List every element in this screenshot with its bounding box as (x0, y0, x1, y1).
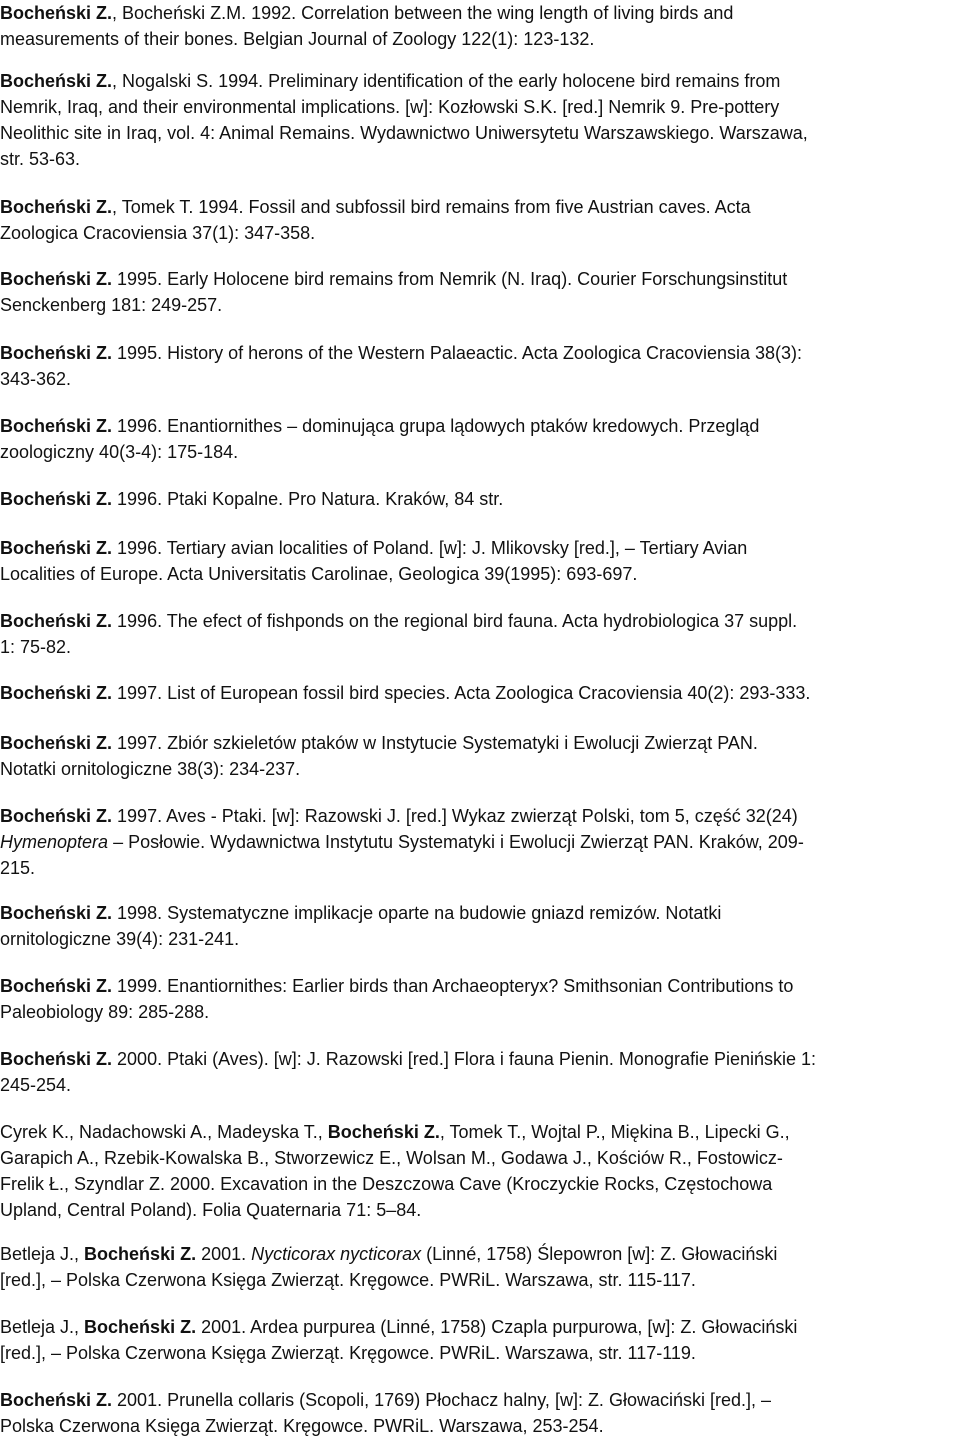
reference-text: 2000. Ptaki (Aves). [w]: J. Razowski [red.] Flora i fauna Pienin. Monografie Pienińskie 1: 245-254. (0, 1049, 817, 1095)
reference-text: 2001. Prunella collaris (Scopoli, 1769) Płochacz halny, [w]: Z. Głowaciński [red.], – Polska Czerwona Księga Zwierząt. Kręgowce. PWRiL. Warszawa, 253-254. (0, 1390, 771, 1436)
reference-text: , Nogalski S. 1994. Preliminary identification of the early holocene bird remains from Nemrik, Iraq, and their environmental implications. [w]: Kozłowski S.K. [red.] Nemrik 9. Pre-pottery Neolithic site in Iraq, vol. 4: Animal Remains. Wydawnictwo Uniwersytetu Warszawskiego. Warszawa, str. 53-63. (0, 71, 808, 169)
reference-text: 1996. Tertiary avian localities of Poland. [w]: J. Mlikovsky [red.], – Tertiary Avian Localities of Europe. Acta Universitatis Carolinae, Geologica 39(1995): 693-697. (0, 538, 748, 584)
author-name: Bocheński Z. (0, 489, 113, 509)
reference-entry (0, 266, 954, 318)
reference-entry (0, 194, 954, 246)
author-name: Bocheński Z. (84, 1317, 197, 1337)
reference-entry (0, 973, 954, 1025)
reference-entry (0, 608, 954, 660)
reference-text: – Posłowie. Wydawnictwa Instytutu Systematyki i Ewolucji Zwierząt PAN. Kraków, 209- 215. (0, 832, 804, 878)
reference-text: 1997. Aves - Ptaki. [w]: Razowski J. [red.] Wykaz zwierząt Polski, tom 5, część 32(24) (117, 806, 798, 826)
author-name: Bocheński Z. (0, 611, 113, 631)
author-name: Bocheński Z. (0, 269, 113, 289)
reference-entry (0, 486, 954, 512)
reference-entry (0, 730, 954, 782)
author-name: Bocheński Z. (0, 1390, 113, 1410)
author-name: Bocheński Z. (0, 683, 113, 703)
reference-text: 1999. Enantiornithes: Earlier birds than Archaeopteryx? Smithsonian Contributions to Paleobiology 89: 285-288. (0, 976, 794, 1022)
reference-text: 1996. Enantiornithes – dominująca grupa lądowych ptaków kredowych. Przegląd zoologiczny 40(3-4): 175-184. (0, 416, 760, 462)
reference-entry (0, 0, 954, 52)
reference-entry (0, 1314, 954, 1366)
reference-text: 1998. Systematyczne implikacje oparte na budowie gniazd remizów. Notatki ornitologiczne 39(4): 231-241. (0, 903, 722, 949)
author-name: Bocheński Z. (0, 538, 113, 558)
species-name: Nycticorax nycticorax (251, 1244, 422, 1264)
reference-text: , Bocheński Z.M. 1992. Correlation between the wing length of living birds and measurements of their bones. Belgian Journal of Zoology 122(1): 123-132. (0, 3, 734, 49)
reference-entry (0, 413, 954, 465)
reference-entry (0, 340, 954, 392)
reference-entry (0, 1046, 954, 1098)
reference-text: Betleja J., (0, 1317, 85, 1337)
author-name: Bocheński Z. (84, 1244, 197, 1264)
reference-text: 2001. Ardea purpurea (Linné, 1758) Czapla purpurowa, [w]: Z. Głowaciński [red.], – Polska Czerwona Księga Zwierząt. Kręgowce. PWRiL. Warszawa, str. 117-119. (0, 1317, 798, 1363)
author-name: Bocheński Z. (327, 1122, 440, 1142)
reference-entry (0, 803, 954, 881)
reference-entry (0, 900, 954, 952)
author-name: Bocheński Z. (0, 71, 113, 91)
author-name: Bocheński Z. (0, 806, 113, 826)
reference-text: Betleja J., (0, 1244, 85, 1264)
reference-text: (Linné, 1758) Ślepowron [w]: Z. Głowaciński [red.], – Polska Czerwona Księga Zwierząt. Kręgowce. PWRiL. Warszawa, str. 115-117. (0, 1244, 778, 1290)
reference-text: , Tomek T., Wojtal P., Miękina B., Lipecki G., Garapich A., Rzebik-Kowalska B., Stworzewicz E., Wolsan M., Godawa J., Kościów R., Fostowicz- Frelik Ł., Szyndlar Z. 2000. Excavation in the Deszczowa Cave (Kroczyckie Rocks, Częstochowa Upland, Central Poland). Folia Quaternaria 71: 5–84. (0, 1122, 790, 1220)
reference-entry (0, 1119, 954, 1223)
reference-text: , Tomek T. 1994. Fossil and subfossil bird remains from five Austrian caves. Acta Zoologica Cracoviensia 37(1): 347-358. (0, 197, 751, 243)
author-name: Bocheński Z. (0, 343, 113, 363)
reference-text: 2001. (196, 1244, 252, 1264)
reference-text: 1997. Zbiór szkieletów ptaków w Instytucie Systematyki i Ewolucji Zwierząt PAN. Notatki ornitologiczne 38(3): 234-237. (0, 733, 758, 779)
author-name: Bocheński Z. (0, 1049, 113, 1069)
reference-entry (0, 535, 954, 587)
author-name: Bocheński Z. (0, 733, 113, 753)
reference-text: Cyrek K., Nadachowski A., Madeyska T., (0, 1122, 328, 1142)
reference-entry (0, 680, 954, 706)
reference-text: 1996. The efect of fishponds on the regional bird fauna. Acta hydrobiologica 37 suppl. 1: 75-82. (0, 611, 798, 657)
author-name: Bocheński Z. (0, 976, 113, 996)
author-name: Bocheński Z. (0, 903, 113, 923)
species-name: Hymenoptera (0, 832, 109, 852)
reference-text: 1995. Early Holocene bird remains from Nemrik (N. Iraq). Courier Forschungsinstitut Senckenberg 181: 249-257. (0, 269, 788, 315)
reference-entry (0, 68, 954, 172)
author-name: Bocheński Z. (0, 197, 113, 217)
reference-entry (0, 1241, 954, 1293)
author-name: Bocheński Z. (0, 416, 113, 436)
reference-entry (0, 1387, 954, 1439)
reference-text: 1996. Ptaki Kopalne. Pro Natura. Kraków, 84 str. (112, 489, 504, 509)
reference-text: 1995. History of herons of the Western Palaeactic. Acta Zoologica Cracoviensia 38(3): 343-362. (0, 343, 803, 389)
author-name: Bocheński Z. (0, 3, 113, 23)
reference-text: 1997. List of European fossil bird species. Acta Zoologica Cracoviensia 40(2): 293-333. (112, 683, 811, 703)
